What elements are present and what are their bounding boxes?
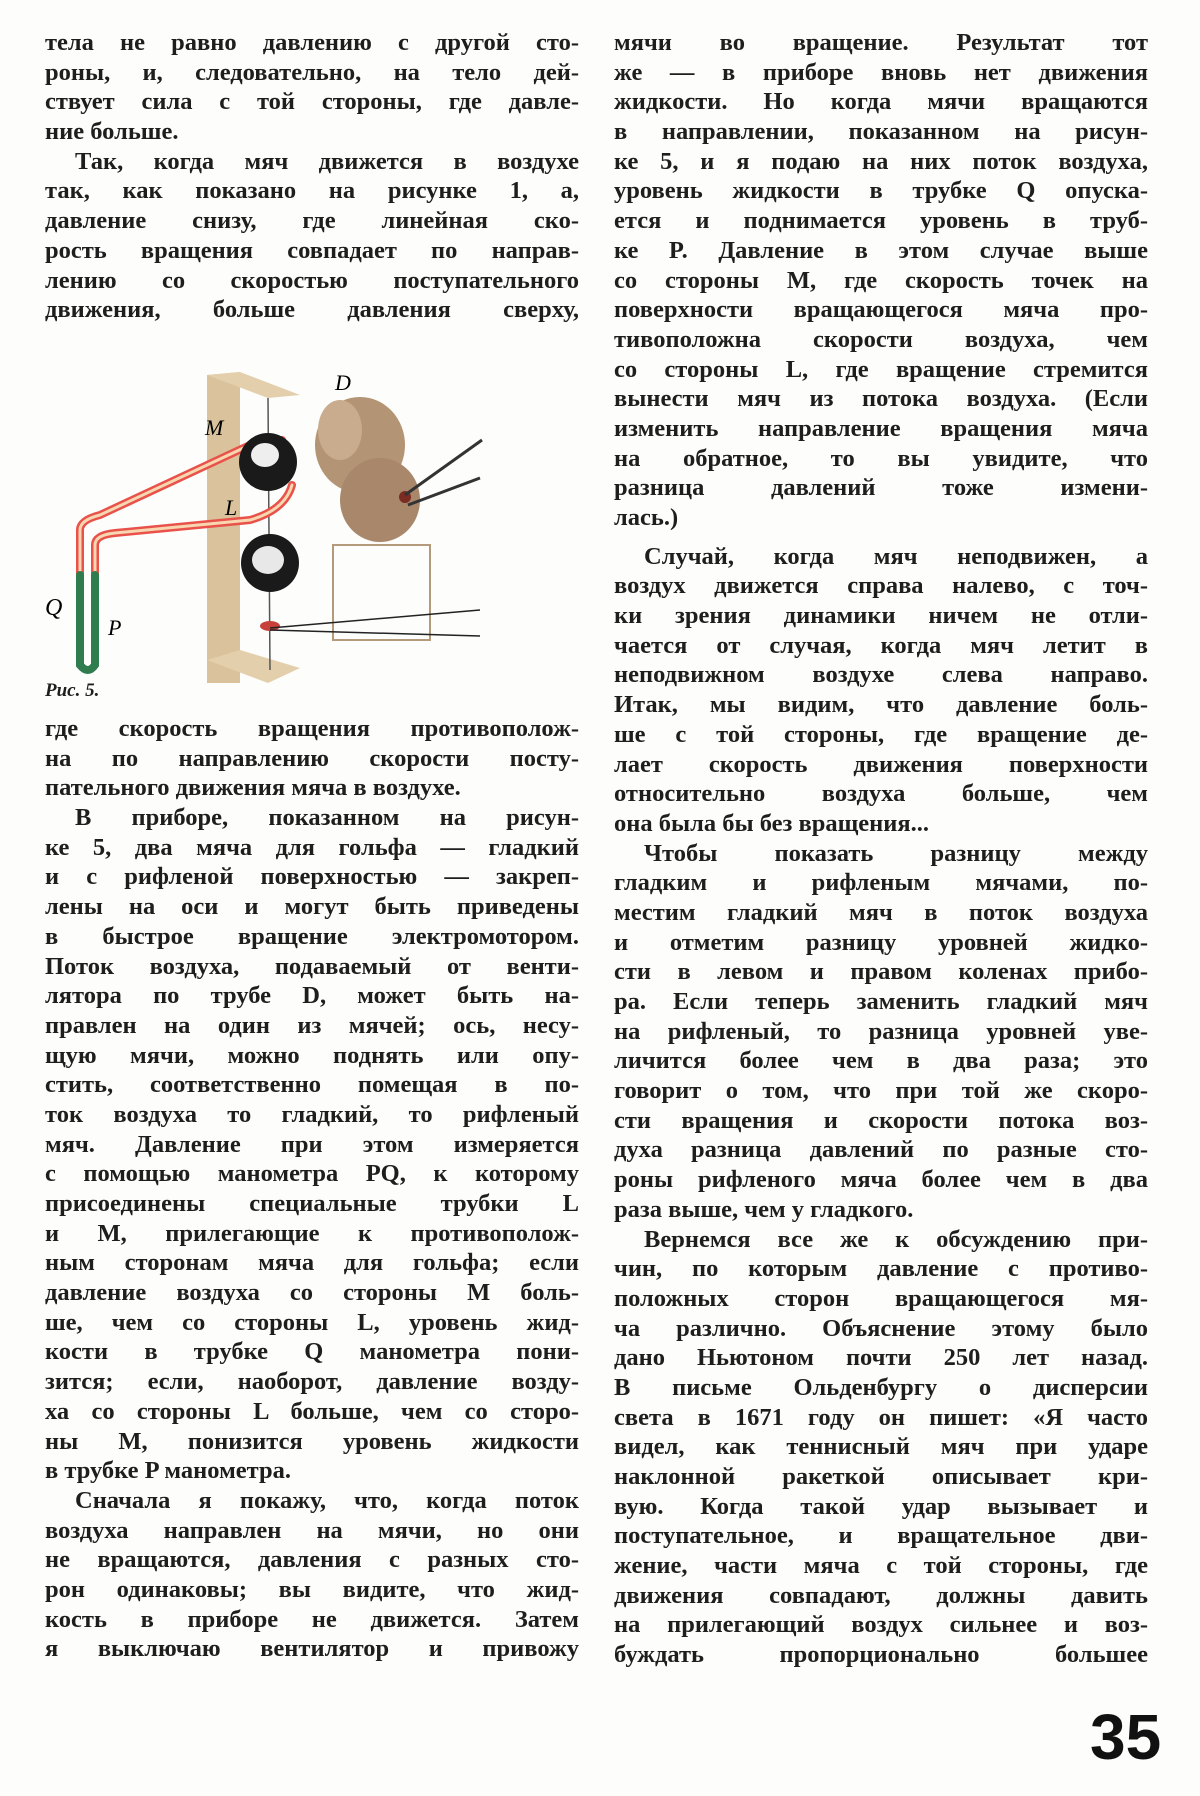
text-line: поступательное, и вращательное дви- bbox=[614, 1522, 1148, 1550]
text-line: на рифленый, то разница уровней уве- bbox=[614, 1017, 1148, 1045]
text-line: раза выше, чем у гладкого. bbox=[614, 1195, 914, 1223]
text-line: движения совпадают, должны давить bbox=[614, 1581, 1148, 1609]
text-line: с помощью манометра PQ, к которому bbox=[45, 1160, 579, 1188]
text-line: поверхности вращающегося мяча про- bbox=[614, 296, 1148, 324]
text-line: наклонной ракеткой описывает кри- bbox=[614, 1463, 1148, 1490]
text-line: Поток воздуха, подаваемый от венти- bbox=[45, 952, 579, 980]
text-line: лась.) bbox=[614, 504, 679, 531]
page-number: 35 bbox=[1090, 1701, 1162, 1773]
text-line: и M, прилегающие к противополож- bbox=[45, 1219, 579, 1247]
text-line: со стороны M, где скорость точек на bbox=[614, 266, 1148, 294]
paragraph bbox=[45, 28, 579, 147]
paragraph bbox=[614, 542, 1148, 839]
text-line: лению со скоростью поступательного bbox=[45, 266, 579, 294]
text-line: личится более чем в два раза; это bbox=[614, 1047, 1148, 1075]
text-line: Сначала я покажу, что, когда поток bbox=[75, 1486, 579, 1514]
text-line: тивоположна скорости воздуха, чем bbox=[614, 325, 1148, 353]
text-line: в направлении, показанном на рисун- bbox=[614, 118, 1148, 146]
figure-caption: Рис. 5. bbox=[45, 680, 100, 701]
text-line: ше, чем со стороны L, уровень жид- bbox=[45, 1308, 579, 1336]
text-line: вынести мяч из потока воздуха. (Если bbox=[614, 385, 1148, 413]
text-line: ным сторонам мяча для гольфа; если bbox=[45, 1249, 579, 1277]
text-line: она была бы без вращения... bbox=[614, 809, 930, 837]
text-line: лает скорость движения поверхности bbox=[614, 750, 1148, 778]
text-line: роны, и, следовательно, на тело дей- bbox=[45, 58, 579, 86]
left-column-bottom bbox=[45, 714, 579, 1664]
text-line: зится; если, наоборот, давление возду- bbox=[45, 1368, 579, 1396]
text-line: тела не равно давлению с другой сто- bbox=[45, 29, 579, 56]
text-line: ки зрения динамики ничем не отли- bbox=[614, 602, 1148, 630]
text-line: ха со стороны L больше, чем со сторо- bbox=[45, 1397, 579, 1425]
text-line: ется и поднимается уровень в труб- bbox=[614, 207, 1148, 235]
text-line: рость вращения совпадает по направ- bbox=[45, 236, 579, 264]
text-line: Случай, когда мяч неподвижен, а bbox=[644, 542, 1148, 570]
text-line: ны M, понизится уровень жидкости bbox=[45, 1427, 579, 1455]
text-line: видел, как теннисный мяч при ударе bbox=[614, 1433, 1148, 1461]
text-line: ке 5, два мяча для гольфа — гладкий bbox=[45, 833, 579, 861]
text-line: со стороны L, где вращение стремится bbox=[614, 355, 1148, 383]
text-line: мячи во вращение. Результат тот bbox=[614, 29, 1148, 56]
text-line: на по направлению скорости посту- bbox=[45, 744, 579, 772]
text-line: в быстрое вращение электромотором. bbox=[45, 922, 579, 950]
text-line: жение, части мяча с той стороны, где bbox=[614, 1552, 1148, 1580]
text-line: местим гладкий мяч в поток воздуха bbox=[614, 898, 1148, 926]
text-line: в трубке P манометра. bbox=[45, 1457, 291, 1485]
text-line: ке 5, и я подаю на них поток воздуха, bbox=[614, 147, 1148, 175]
text-line: я выключаю вентилятор и привожу bbox=[45, 1635, 579, 1663]
text-line: Итак, мы видим, что давление боль- bbox=[614, 691, 1148, 719]
text-line: сти в левом и правом коленах прибо- bbox=[614, 958, 1148, 986]
text-line: так, как показано на рисунке 1, а, bbox=[45, 177, 579, 205]
text-line: присоединены специальные трубки L bbox=[45, 1190, 579, 1217]
manometer-liquid bbox=[80, 575, 95, 670]
text-line: чается от случая, когда мяч летит в bbox=[614, 631, 1148, 659]
paragraph bbox=[614, 28, 1148, 533]
text-line: кость в приборе не движется. Затем bbox=[45, 1605, 579, 1633]
text-line: и отметим разницу уровней жидко- bbox=[614, 928, 1148, 956]
text-line: лены на оси и могут быть приведены bbox=[45, 893, 579, 921]
right-column bbox=[614, 28, 1148, 1670]
text-line: разница давлений тоже измени- bbox=[614, 474, 1148, 502]
text-line: чин, по которым давление с противо- bbox=[614, 1255, 1148, 1283]
text-line: вую. Когда такой удар вызывает и bbox=[614, 1492, 1148, 1520]
paragraph bbox=[614, 1225, 1148, 1670]
text-line: роны рифленого мяча более чем в два bbox=[614, 1166, 1148, 1194]
text-line: стить, соответственно помещая в по- bbox=[45, 1071, 579, 1099]
text-line: правлен на один из мячей; ось, несу- bbox=[45, 1011, 579, 1039]
text-line: изменить направление вращения мяча bbox=[614, 414, 1148, 442]
text-line: положных сторон вращающегося мя- bbox=[614, 1284, 1148, 1312]
text-line: неподвижном воздухе слева направо. bbox=[614, 661, 1148, 689]
text-line: кости в трубке Q манометра пони- bbox=[45, 1338, 579, 1366]
text-line: гладким и рифленым мячами, по- bbox=[614, 869, 1148, 897]
text-line: давление снизу, где линейная ско- bbox=[45, 207, 579, 235]
text-line: же — в приборе вновь нет движения bbox=[614, 58, 1148, 86]
text-line: ние больше. bbox=[45, 118, 179, 146]
text-line: ке P. Давление в этом случае выше bbox=[614, 236, 1148, 264]
text-line: рон одинаковы; вы видите, что жид- bbox=[45, 1575, 579, 1603]
text-line: лятора по трубе D, может быть на- bbox=[45, 982, 579, 1010]
text-line: мяч. Давление при этом измеряется bbox=[45, 1130, 579, 1158]
text-line: ра. Если теперь заменить гладкий мяч bbox=[614, 988, 1148, 1015]
label-l: L bbox=[225, 495, 238, 520]
text-line: и с рифленой поверхностью — закреп- bbox=[45, 863, 579, 891]
paragraph bbox=[614, 839, 1148, 1225]
text-line: давление воздуха со стороны M боль- bbox=[45, 1279, 579, 1307]
text-line: где скорость вращения противополож- bbox=[45, 715, 579, 742]
text-line: ствует сила с той стороны, где давле- bbox=[45, 88, 579, 116]
text-line: духа разница давлений по разные сто- bbox=[614, 1136, 1148, 1164]
text-line: буждать пропорционально большее bbox=[614, 1641, 1148, 1669]
text-line: ше с той стороны, где вращение де- bbox=[614, 720, 1148, 748]
text-line: воздуха направлен на мячи, но они bbox=[45, 1516, 579, 1544]
text-line: В приборе, показанном на рисун- bbox=[75, 804, 579, 832]
text-line: Вернемся все же к обсуждению при- bbox=[644, 1225, 1148, 1253]
fan-pipe bbox=[315, 397, 482, 640]
left-column-top bbox=[45, 28, 579, 325]
text-line: Чтобы показать разницу между bbox=[644, 839, 1148, 867]
text-line: на прилегающий воздух сильнее и воз- bbox=[614, 1611, 1148, 1639]
paragraph bbox=[45, 147, 579, 325]
text-line: сти вращения и скорости потока воз- bbox=[614, 1106, 1148, 1134]
text-line: жидкости. Но когда мячи вращаются bbox=[614, 88, 1148, 116]
text-line: Так, когда мяч движется в воздухе bbox=[75, 147, 579, 175]
text-line: уровень жидкости в трубке Q опуска- bbox=[614, 177, 1148, 205]
text-line: ча различно. Объяснение этому было bbox=[614, 1314, 1148, 1342]
text-line: движения, больше давления сверху, bbox=[45, 296, 579, 324]
figure-apparatus-illustration bbox=[40, 360, 560, 690]
text-line: говорит о том, что при той же скоро- bbox=[614, 1077, 1148, 1105]
label-p: P bbox=[108, 615, 122, 640]
paragraph bbox=[45, 1486, 579, 1664]
text-line: на обратное, то вы увидите, что bbox=[614, 444, 1148, 472]
text-line: относительно воздуха больше, чем bbox=[614, 780, 1148, 808]
text-line: не вращаются, давления с разных сто- bbox=[45, 1546, 579, 1574]
text-line: света в 1671 году он пишет: «Я часто bbox=[614, 1403, 1148, 1431]
text-line: пательного движения мяча в воздухе. bbox=[45, 774, 461, 802]
text-line: В письме Ольденбургу о дисперсии bbox=[614, 1373, 1148, 1401]
paragraph bbox=[45, 714, 579, 803]
text-line: воздух движется справа налево, с точ- bbox=[614, 572, 1148, 600]
label-m: M bbox=[205, 415, 224, 440]
text-line: щую мячи, можно поднять или опу- bbox=[45, 1041, 579, 1069]
text-line: дано Ньютоном почти 250 лет назад. bbox=[614, 1344, 1148, 1372]
label-q: Q bbox=[45, 595, 63, 621]
paragraph bbox=[45, 803, 579, 1486]
label-d: D bbox=[335, 370, 351, 395]
text-line: ток воздуха то гладкий, то рифленый bbox=[45, 1100, 579, 1128]
